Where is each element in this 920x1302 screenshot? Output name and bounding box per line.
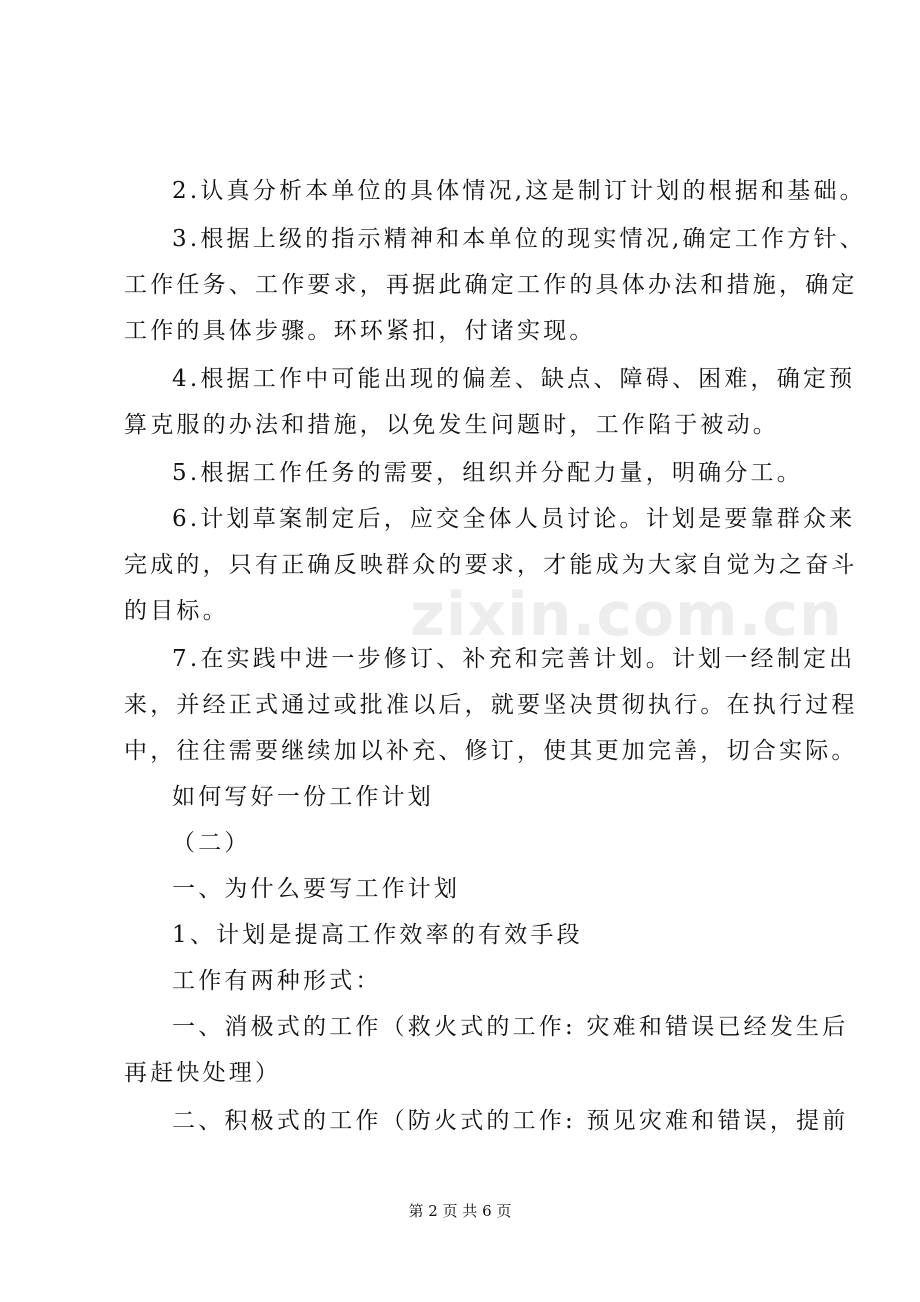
paragraph-line: 来，并经正式通过或批准以后，就要坚决贯彻执行。在执行过程 [124, 692, 858, 718]
paragraph-line: 工作任务、工作要求，再据此确定工作的具体办法和措施，确定 [124, 272, 858, 298]
paragraph-line: 1、计划是提高工作效率的有效手段 [172, 922, 583, 948]
paragraph-line: 3.根据上级的指示精神和本单位的现实情况,确定工作方针、 [172, 226, 866, 252]
paragraph-line: 的目标。 [124, 598, 229, 624]
paragraph-line: 7.在实践中进一步修订、补充和完善计划。计划一经制定出 [172, 646, 856, 672]
paragraph-line: 工作的具体步骤。环环紧扣，付诸实现。 [124, 318, 596, 344]
paragraph-line: 一、消极式的工作（救火式的工作: 灾难和错误已经发生后 [172, 1014, 849, 1040]
section-subheading: （二） [172, 830, 251, 856]
paragraph-line: 再赶快处理） [124, 1060, 282, 1086]
paragraph-line: 二、积极式的工作（防火式的工作: 预见灾难和错误，提前 [172, 1108, 849, 1134]
paragraph-line: 4.根据工作中可能出现的偏差、缺点、障碍、困难，确定预 [172, 366, 856, 392]
paragraph-line: 6.计划草案制定后，应交全体人员讨论。计划是要靠群众来 [172, 506, 856, 532]
paragraph-line: 5.根据工作任务的需要，组织并分配力量，明确分工。 [172, 460, 803, 486]
paragraph-line: 2.认真分析本单位的具体情况,这是制订计划的根据和基础。 [172, 178, 866, 204]
paragraph-line: 完成的，只有正确反映群众的要求，才能成为大家自觉为之奋斗 [124, 552, 858, 578]
paragraph-line: 算克服的办法和措施，以免发生问题时，工作陷于被动。 [124, 412, 779, 438]
section-heading: 如何写好一份工作计划 [172, 784, 434, 810]
paragraph-line: 工作有两种形式： [172, 968, 382, 994]
paragraph-line: 一、为什么要写工作计划 [172, 876, 461, 902]
page-footer: 第 2 页 共 6 页 [408, 1202, 512, 1220]
watermark: zixin.com.cn [410, 580, 843, 650]
paragraph-line: 中，往往需要继续加以补充、修订，使其更加完善，切合实际。 [124, 738, 858, 764]
